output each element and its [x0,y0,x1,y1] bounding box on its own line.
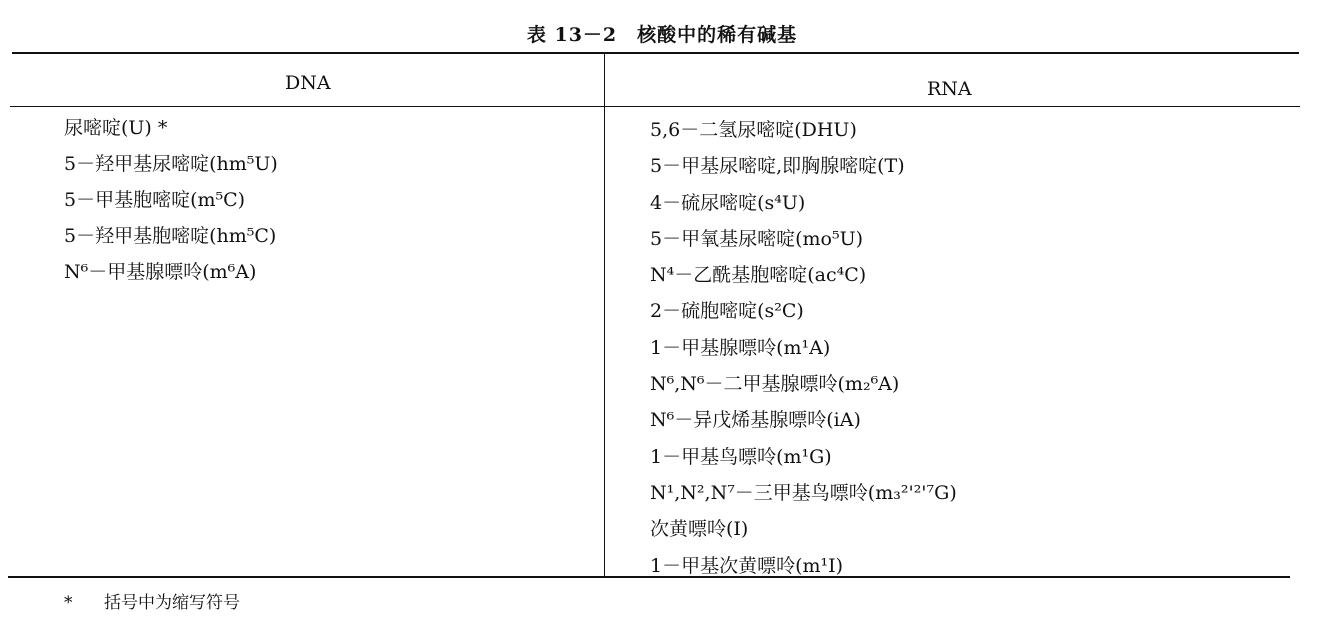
rna-base-item: 1－甲基次黄嘌呤(m¹I) [650,554,844,577]
table-title: 表 13－2 核酸中的稀有碱基 [526,24,798,46]
table-footnote [64,588,240,613]
footnote-text: 括号中为缩写符号 [104,593,240,613]
dna-base-item: 5－羟甲基胞嘧啶(hm⁵C) [64,225,277,247]
column-header-rna: RNA [927,78,972,100]
rna-base-item: 2－硫胞嘧啶(s²C) [650,300,804,323]
rna-base-item: 1－甲基鸟嘌呤(m¹G) [650,445,832,468]
bottom-rule [8,576,1290,578]
column-header-dna: DNA [285,72,331,94]
top-rule [12,52,1299,54]
rna-base-item: N⁴－乙酰基胞嘧啶(ac⁴C) [650,264,867,287]
rna-base-item: 5－甲氧基尿嘧啶(mo⁵U) [650,227,863,250]
rna-base-item: N⁶,N⁶－二甲基腺嘌呤(m₂⁶A) [650,373,900,396]
rna-base-item: 5,6－二氢尿嘧啶(DHU) [650,119,857,141]
dna-base-list [64,110,278,290]
rna-base-item: 次黄嘌呤(I) [650,518,749,541]
footnote-mark: * [64,593,73,613]
dna-base-item: 5－羟甲基尿嘧啶(hm⁵U) [64,153,278,175]
dna-base-item: 5－甲基胞嘧啶(m⁵C) [64,189,246,211]
header-rule [10,106,1300,107]
rna-base-item: 5－甲基尿嘧啶,即胸腺嘧啶(T) [650,155,905,178]
rna-base-item: N¹,N²,N⁷－三甲基鸟嘌呤(m₃²'²'⁷G) [650,481,957,504]
rna-base-item: 4－硫尿嘧啶(s⁴U) [650,191,806,214]
rna-base-list [650,112,957,584]
dna-base-item: N⁶－甲基腺嘌呤(m⁶A) [64,261,257,283]
rna-base-item: N⁶－异戊烯基腺嘌呤(iA) [650,409,861,432]
rna-base-item: 1－甲基腺嘌呤(m¹A) [650,336,831,359]
dna-base-item: 尿嘧啶(U) * [64,117,168,139]
column-divider [604,53,605,576]
